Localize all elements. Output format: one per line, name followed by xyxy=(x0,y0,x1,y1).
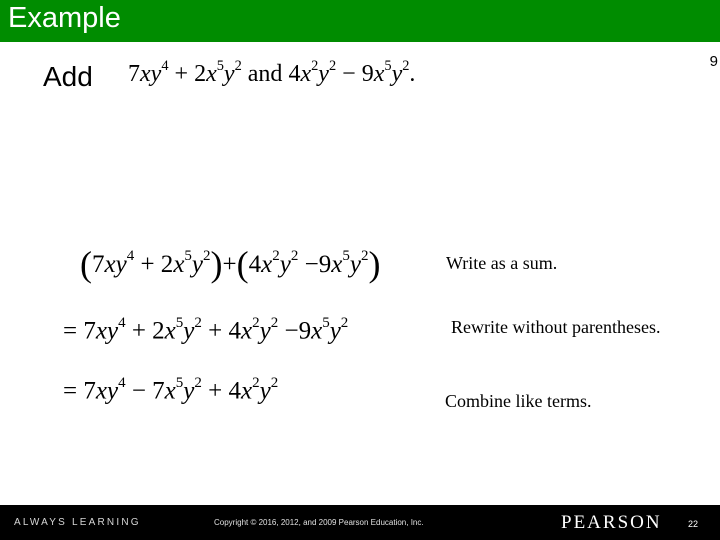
step-3-expression: = $7xy^4 - 7x^5y^2 + 4x^2y^2$ xyxy=(63,374,279,405)
step-1-note: Write as a sum. xyxy=(446,253,558,273)
footer-tagline: ALWAYS LEARNING xyxy=(14,517,141,528)
step-2-expression: = $7xy^4 + 2x^5y^2 + 4x^2y^2 -9x^5y^2$ xyxy=(63,314,349,345)
instruction-word: Add xyxy=(43,61,93,92)
step-1-expression: $(7xy^4 + 2x^5y^2)+(4x^2y^2 -9x^5y^2)$ xyxy=(80,244,381,284)
footer-page-number: 22 xyxy=(688,519,699,529)
footer-bar xyxy=(0,505,720,540)
title-bar xyxy=(0,0,720,42)
problem-expression: $7xy^4 + 2x^5y^2$ and $4x^2y^2 - 9x^5y^2$. xyxy=(128,57,416,87)
slide-title: Example xyxy=(8,2,121,34)
step-2-note: Rewrite without parentheses. xyxy=(451,317,661,337)
footer-copyright: Copyright © 2016, 2012, and 2009 Pearson Education, Inc. xyxy=(214,518,424,527)
pearson-logo: PEARSON xyxy=(561,512,662,533)
slide-number: 9 xyxy=(709,53,718,70)
step-3-note: Combine like terms. xyxy=(445,391,592,411)
